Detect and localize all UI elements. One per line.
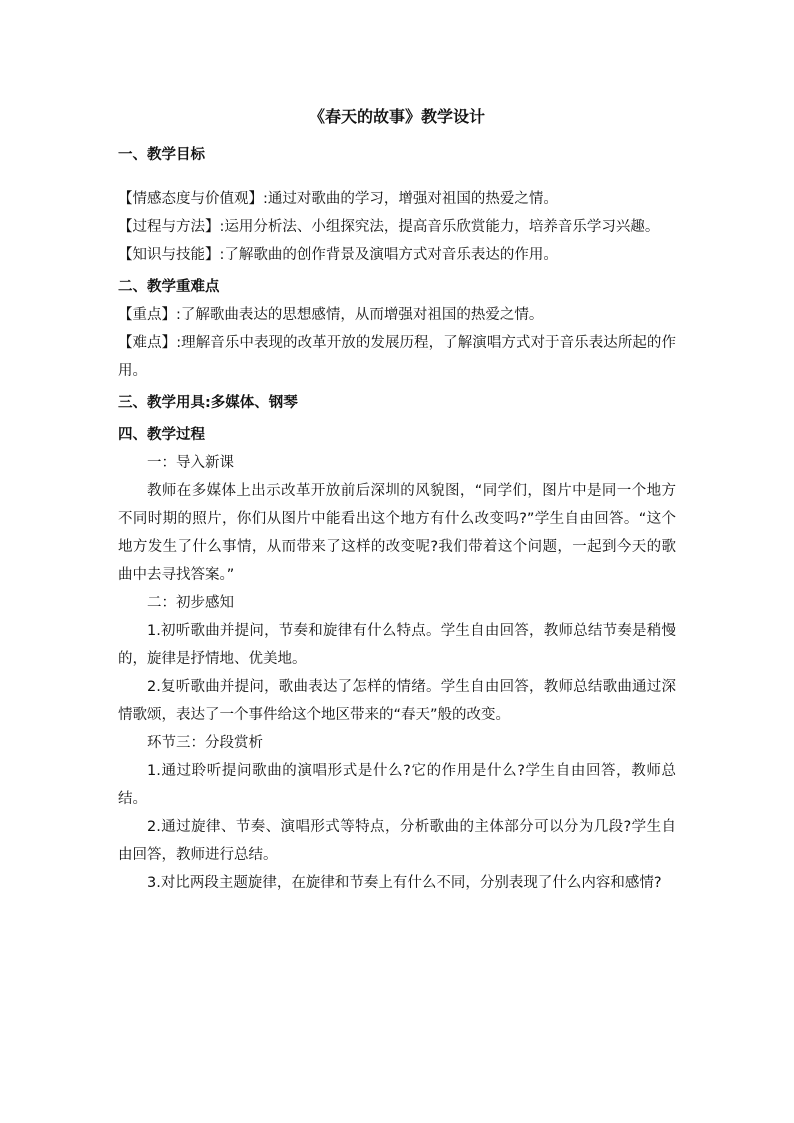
list-item: 1.通过聆听提问歌曲的演唱形式是什么?它的作用是什么?学生自由回答，教师总结。 <box>118 763 676 807</box>
key-point-difficulty: 【难点】:理解音乐中表现的改革开放的发展历程，了解演唱方式对于音乐表达所起的作用。 <box>118 335 676 379</box>
section-heading-key-points: 二、教学重难点 <box>118 279 220 295</box>
section-heading-objectives: 一、教学目标 <box>118 147 205 163</box>
objective-process: 【过程与方法】:运用分析法、小组探究法，提高音乐欣赏能力，培养音乐学习兴趣。 <box>118 219 660 235</box>
step-label-perception: 二：初步感知 <box>147 595 234 611</box>
spacer <box>118 169 676 185</box>
objective-emotion: 【情感态度与价值观】:通过对歌曲的学习，增强对祖国的热爱之情。 <box>118 191 558 207</box>
document-body <box>118 141 676 897</box>
list-item: 3.对比两段主题旋律，在旋律和节奏上有什么不同，分别表现了什么内容和感情? <box>147 875 662 891</box>
objective-knowledge: 【知识与技能】:了解歌曲的创作背景及演唱方式对音乐表达的作用。 <box>118 247 558 263</box>
list-item: 1.初听歌曲并提问，节奏和旋律有什么特点。学生自由回答，教师总结节奏是稍慢的，旋律是抒情地、优美地。 <box>118 623 676 667</box>
step-label-analysis: 环节三：分段赏析 <box>147 735 263 751</box>
key-point-focus: 【重点】:了解歌曲表达的思想感情，从而增强对祖国的热爱之情。 <box>118 307 544 323</box>
list-item: 2.通过旋律、节奏、演唱形式等特点，分析歌曲的主体部分可以分为几段?学生自由回答，教师进行总结。 <box>118 819 676 863</box>
section-heading-process: 四、教学过程 <box>118 427 205 443</box>
document-title: 《春天的故事》教学设计 <box>308 107 485 126</box>
list-item: 2.复听歌曲并提问，歌曲表达了怎样的情绪。学生自由回答，教师总结歌曲通过深情歌颂，表达了一个事件给这个地区带来的“春天”般的改变。 <box>118 679 676 723</box>
step-label-intro: 一：导入新课 <box>147 455 234 471</box>
step-text-intro: 教师在多媒体上出示改革开放前后深圳的风貌图，“同学们，图片中是同一个地方不同时期的照片，你们从图片中能看出这个地方有什么改变吗?”学生自由回答。“这个地方发生了什么事情，从而带来了这样的改变呢?我们带着这个问题，一起到今天的歌曲中去寻找答案。” <box>118 483 676 583</box>
section-heading-tools: 三、教学用具:多媒体、钢琴 <box>118 395 298 411</box>
